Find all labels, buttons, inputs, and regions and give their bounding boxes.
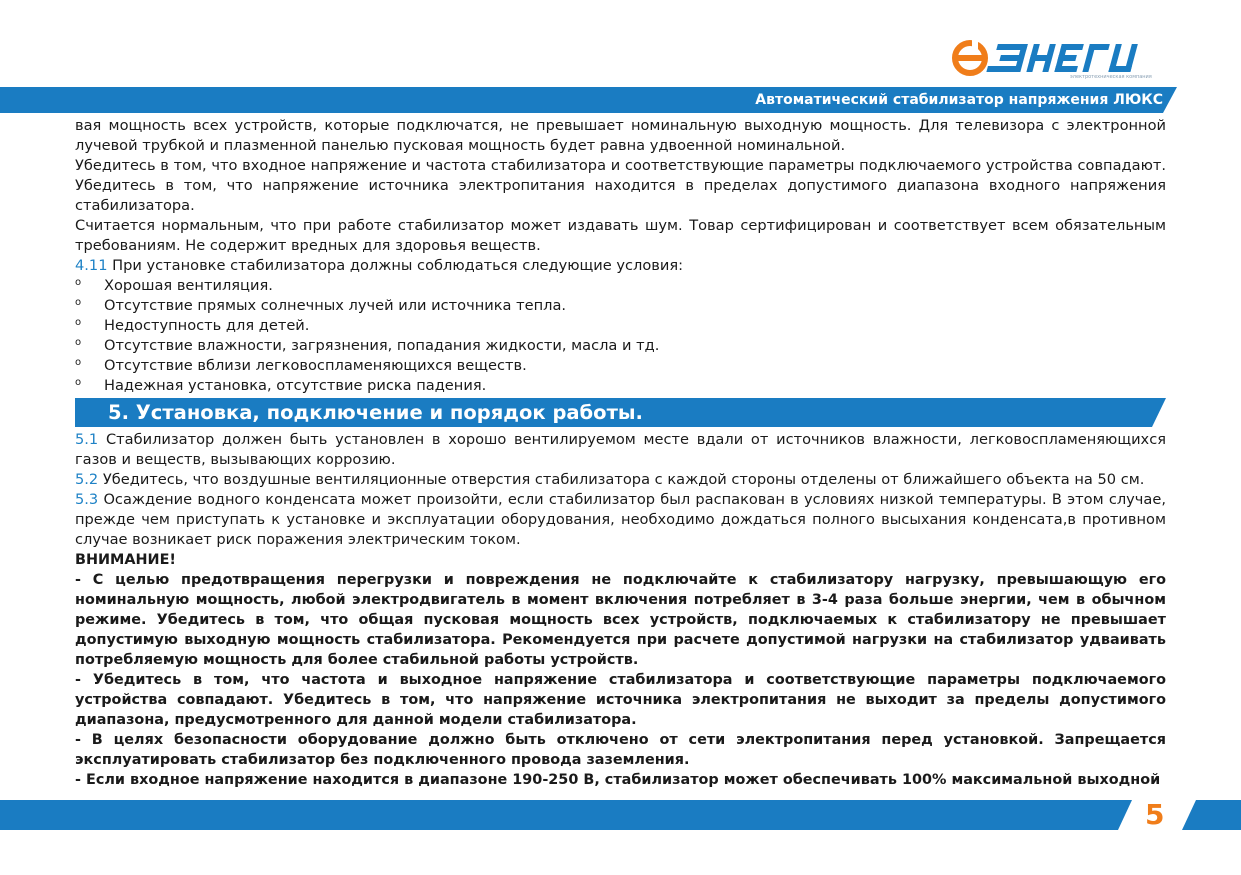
list-item: o Отсутствие влажности, загрязнения, попадания жидкости, масла и тд. [75, 336, 1166, 356]
item-text: Убедитесь, что воздушные вентиляционные отверстия стабилизатора с каждой стороны отделены от ближайшего объекта на 50 см. [98, 471, 1145, 488]
paragraph: Считается нормальным, что при работе стабилизатор может издавать шум. Товар сертифицирован и соответствует всем обязательным требованиям. Не содержит вредных для здоровья веществ. [75, 217, 1166, 254]
warning-item: - Если входное напряжение находится в диапазоне 190-250 В, стабилизатор может обеспечивать 100% максимальной выходной [75, 772, 1161, 788]
item-number: 5.2 [75, 471, 99, 488]
page-content [75, 116, 1166, 790]
warning-item: - Убедитесь в том, что частота и выходное напряжение стабилизатора и соответствующие параметры подключаемого устройства совпадают. Убедитесь в том, что напряжение источника электропитания не выходит за пределы допустимого диапазона, предусмотренного для данной модели стабилизатора. [75, 672, 1166, 728]
item-5-2 [75, 470, 1166, 490]
list-item: o Хорошая вентиляция. [75, 276, 1166, 296]
item-text: При установке стабилизатора должны соблюдаться следующие условия: [107, 257, 684, 274]
warning-heading: ВНИМАНИЕ! [75, 552, 176, 568]
warning-item: - С целью предотвращения перегрузки и повреждения не подключайте к стабилизатору нагрузку, превышающую его номинальную мощность, любой электродвигатель в момент включения потребляет в 3-4 раза больше энергии, чем в обычном режиме. Убедитесь в том, что общая пусковая мощность всех устройств, подключаемых к стабилизатору не превышает допустимую выходную мощность стабилизатора. Рекомендуется при расчете допустимой нагрузки на стабилизатор удваивать потребляемую мощность для более стабильной работы устройств. [75, 572, 1166, 668]
conditions-list [75, 276, 1166, 396]
list-item: o Недоступность для детей. [75, 316, 1166, 336]
footer-bar [0, 800, 1132, 830]
item-number: 4.11 [75, 257, 108, 274]
brand-tagline: электротехническая компания [1070, 74, 1152, 80]
list-item: o Отсутствие прямых солнечных лучей или источника тепла. [75, 296, 1166, 316]
item-number: 5.3 [75, 491, 99, 508]
paragraph: Убедитесь в том, что входное напряжение и частота стабилизатора и соответствующие параметры подключаемого устройства совпадают. Убедитесь в том, что напряжение источника электропитания находится в пределах допустимого диапазона входного напряжения стабилизатора. [75, 157, 1166, 214]
item-4-11 [75, 256, 1166, 276]
item-text: Стабилизатор должен быть установлен в хорошо вентилируемом месте вдали от источников влажности, легковоспламеняющихся газов и веществ, вызывающих коррозию. [75, 431, 1166, 468]
paragraph: вая мощность всех устройств, которые подключатся, не превышает номинальную выходную мощность. Для телевизора с электронной лучевой трубкой и плазменной панелью пусковая мощность будет равна удвоенной номинальной. [75, 117, 1166, 154]
warning-item: - В целях безопасности оборудование должно быть отключено от сети электропитания перед установкой. Запрещается эксплуатировать стабилизатор без подключенного провода заземления. [75, 732, 1166, 768]
list-item: o Отсутствие вблизи легковоспламеняющихся веществ. [75, 356, 1166, 376]
item-5-3 [75, 490, 1166, 550]
section-heading [75, 398, 1166, 427]
footer-bar-end [1182, 800, 1241, 830]
section-title: 5. Установка, подключение и порядок работы. [108, 401, 643, 424]
item-text: Осаждение водного конденсата может произойти, если стабилизатор был распакован в условиях низкой температуры. В этом случае, прежде чем приступать к установке и эксплуатации оборудования, необходимо дождаться полного высыхания конденсата,в противном случае возникает риск поражения электрическим током. [75, 491, 1166, 548]
page-number: 5 [1145, 798, 1165, 831]
item-5-1 [75, 430, 1166, 470]
item-number: 5.1 [75, 431, 99, 448]
warning-block [75, 550, 1166, 790]
list-item: o Надежная установка, отсутствие риска падения. [75, 376, 1166, 396]
document-title: Автоматический стабилизатор напряжения ЛЮКС [755, 92, 1163, 108]
